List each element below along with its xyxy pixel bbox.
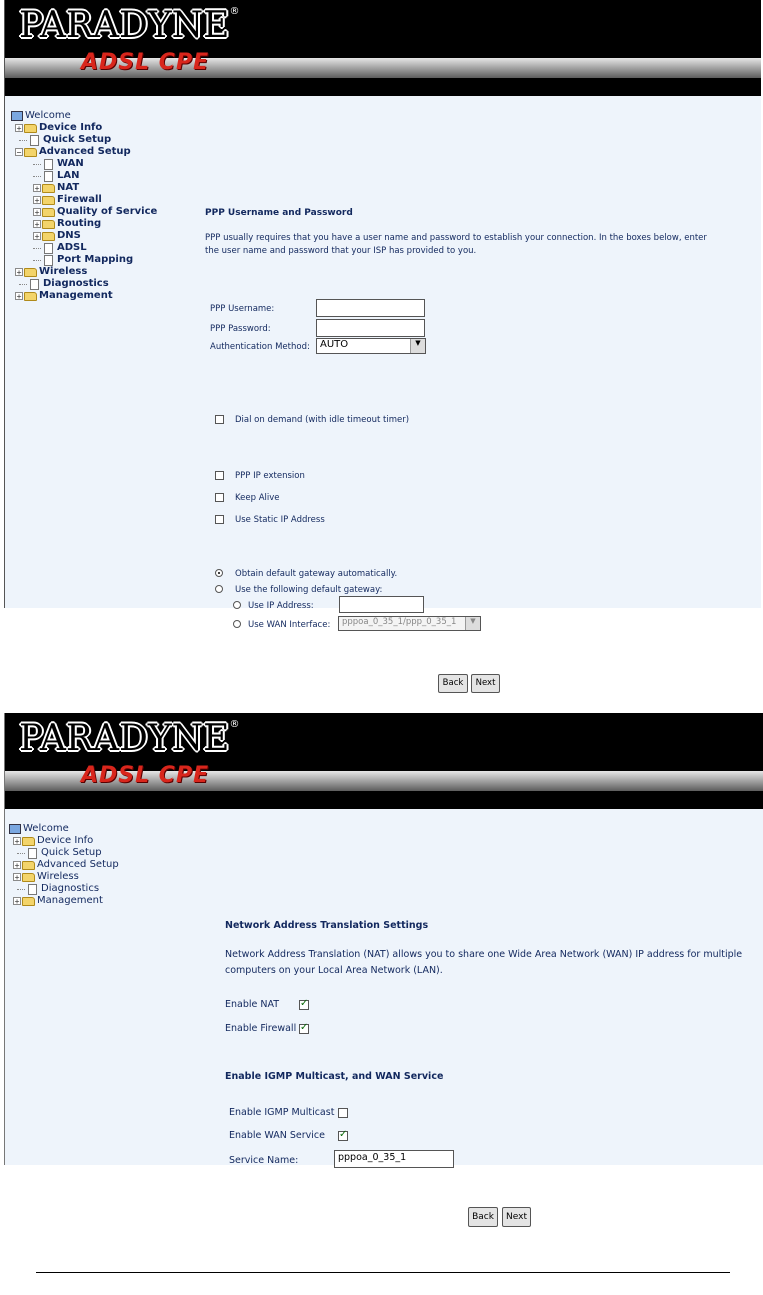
product-name: ADSL CPE (81, 763, 210, 788)
use-wan-label: Use WAN Interface: (248, 620, 331, 630)
pc-icon (11, 111, 23, 121)
tree-item-advanced-setup[interactable] (9, 859, 119, 871)
wan-interface-select[interactable] (338, 616, 481, 631)
folder-icon (22, 873, 35, 882)
password-label: PPP Password: (210, 324, 271, 334)
expand-icon[interactable]: + (34, 232, 40, 241)
nav-tree (11, 110, 157, 302)
tree-connector (33, 170, 41, 177)
next-button[interactable]: Next (471, 674, 500, 693)
folder-icon (42, 196, 55, 205)
expand-icon[interactable]: + (14, 861, 20, 870)
tree-item-management[interactable] (9, 895, 119, 907)
tree-item-firewall[interactable] (11, 194, 157, 206)
igmp-wan-title: Enable IGMP Multicast, and WAN Service (225, 1071, 444, 1082)
product-name: ADSL CPE (81, 50, 210, 75)
expand-icon[interactable]: + (14, 897, 20, 906)
doc-icon (28, 848, 37, 859)
tree-item-wireless[interactable] (9, 871, 119, 883)
doc-icon (28, 884, 37, 895)
static-ip-checkbox[interactable] (215, 515, 224, 524)
tree-label: Advanced Setup (39, 146, 131, 157)
static-ip-label: Use Static IP Address (235, 515, 325, 525)
expand-icon[interactable]: + (34, 220, 40, 229)
tree-item-device-info[interactable] (9, 835, 119, 847)
tree-item-wan[interactable] (11, 158, 157, 170)
tree-connector (33, 254, 41, 261)
pc-icon (9, 824, 21, 834)
folder-icon (24, 268, 37, 277)
doc-icon (30, 279, 39, 290)
username-label: PPP Username: (210, 304, 275, 314)
page-title: PPP Username and Password (205, 208, 353, 218)
tree-item-advanced-setup[interactable] (11, 146, 157, 158)
collapse-icon[interactable]: − (16, 148, 22, 157)
folder-icon (42, 184, 55, 193)
tree-connector (19, 278, 27, 285)
nav-tree (9, 823, 119, 907)
tree-label: Firewall (57, 194, 102, 205)
next-button[interactable]: Next (502, 1207, 531, 1227)
tree-label: Port Mapping (57, 254, 134, 265)
expand-icon[interactable]: + (34, 208, 40, 217)
tree-item-diagnostics[interactable] (11, 278, 157, 290)
back-button[interactable]: Back (468, 1207, 498, 1227)
tree-item-quick-setup[interactable] (9, 847, 119, 859)
tree-label: Welcome (25, 110, 71, 121)
tree-item-wireless[interactable] (11, 266, 157, 278)
tree-label: Quality of Service (57, 206, 158, 217)
tree-item-adsl[interactable] (11, 242, 157, 254)
tree-item-diagnostics[interactable] (9, 883, 119, 895)
tree-item-welcome[interactable] (11, 110, 157, 122)
ppp-settings-screenshot (4, 0, 761, 688)
folder-icon (42, 208, 55, 217)
folder-icon (22, 897, 35, 906)
enable-nat-checkbox[interactable] (299, 1000, 309, 1010)
expand-icon[interactable]: + (14, 873, 20, 882)
gateway-manual-label: Use the following default gateway: (235, 585, 383, 595)
tree-item-lan[interactable] (11, 170, 157, 182)
auth-method-value: AUTO (320, 339, 349, 350)
nat-settings-screenshot (4, 713, 763, 1222)
header-banner (5, 0, 761, 96)
logo-text: PARADYNE (19, 718, 230, 759)
registered-mark: ® (229, 6, 240, 17)
doc-icon (44, 243, 53, 254)
tree-item-welcome[interactable] (9, 823, 119, 835)
tree-item-nat[interactable] (11, 182, 157, 194)
tree-item-quick-setup[interactable] (11, 134, 157, 146)
use-ip-label: Use IP Address: (248, 601, 314, 611)
doc-icon (44, 171, 53, 182)
service-name-label: Service Name: (229, 1155, 299, 1166)
auth-method-label: Authentication Method: (210, 342, 310, 352)
chevron-down-icon: ▼ (465, 617, 480, 630)
expand-icon[interactable]: + (34, 184, 40, 193)
enable-firewall-label: Enable Firewall (225, 1023, 297, 1034)
tree-label: Quick Setup (41, 847, 102, 858)
chevron-down-icon: ▼ (410, 339, 425, 353)
expand-icon[interactable]: + (34, 196, 40, 205)
intro-line-2: the user name and password that your ISP has provided to you. (205, 246, 477, 256)
folder-icon (42, 232, 55, 241)
tree-label: Welcome (23, 823, 69, 834)
paradyne-logo (19, 717, 240, 769)
intro-text (205, 232, 755, 258)
doc-icon (44, 159, 53, 170)
doc-icon (44, 255, 53, 266)
tree-label: LAN (57, 170, 80, 181)
tree-connector (19, 134, 27, 141)
registered-mark: ® (229, 719, 240, 730)
folder-icon (24, 148, 37, 157)
tree-item-port-mapping[interactable] (11, 254, 157, 266)
expand-icon[interactable]: + (16, 268, 22, 277)
tree-label: ADSL (57, 242, 87, 253)
wan-interface-value: pppoa_0_35_1/ppp_0_35_1 (342, 617, 457, 627)
enable-igmp-label: Enable IGMP Multicast (229, 1107, 335, 1118)
tree-label: Quick Setup (43, 134, 112, 145)
keep-alive-checkbox[interactable] (215, 493, 224, 502)
expand-icon[interactable]: + (16, 292, 22, 301)
ppp-ip-extension-checkbox[interactable] (215, 471, 224, 480)
folder-icon (24, 124, 37, 133)
tree-label: Wireless (39, 266, 88, 277)
doc-icon (30, 135, 39, 146)
dial-on-demand-checkbox[interactable] (215, 415, 224, 424)
ppp-ip-extension-label: PPP IP extension (235, 471, 305, 481)
tree-connector (17, 883, 25, 890)
tree-label: NAT (57, 182, 80, 193)
tree-label: Diagnostics (41, 883, 100, 894)
tree-item-management[interactable] (11, 290, 157, 302)
folder-icon (42, 220, 55, 229)
enable-wan-checkbox[interactable] (338, 1131, 348, 1141)
tree-label: Management (39, 290, 113, 301)
gateway-auto-radio[interactable] (215, 569, 223, 577)
enable-nat-label: Enable NAT (225, 999, 280, 1010)
tree-label: Diagnostics (43, 278, 109, 289)
tree-item-device-info[interactable] (11, 122, 157, 134)
enable-firewall-checkbox[interactable] (299, 1024, 309, 1034)
username-input[interactable] (316, 299, 425, 317)
page-title: Network Address Translation Settings (225, 920, 429, 931)
tree-label: Wireless (37, 871, 79, 882)
tree-label: Routing (57, 218, 102, 229)
use-ip-radio[interactable] (233, 601, 241, 609)
folder-icon (22, 837, 35, 846)
page-footer-rule (36, 1272, 730, 1273)
enable-igmp-checkbox[interactable] (338, 1108, 348, 1118)
tree-label: Device Info (39, 122, 103, 133)
intro-line-2: computers on your Local Area Network (LAN). (225, 965, 443, 976)
keep-alive-label: Keep Alive (235, 493, 280, 503)
tree-connector (17, 847, 25, 854)
tree-label: Advanced Setup (37, 859, 119, 870)
tree-item-qos[interactable] (11, 206, 157, 218)
use-wan-radio[interactable] (233, 620, 241, 628)
password-input[interactable] (316, 319, 425, 337)
tree-item-routing[interactable] (11, 218, 157, 230)
intro-line-1: PPP usually requires that you have a user name and password to establish your connection. In the boxes below, enter (205, 233, 707, 243)
header-banner (5, 713, 763, 809)
folder-icon (22, 861, 35, 870)
auth-method-select[interactable] (316, 338, 426, 354)
tree-label: Device Info (37, 835, 94, 846)
folder-icon (24, 292, 37, 301)
gateway-ip-input[interactable] (339, 596, 424, 613)
enable-wan-label: Enable WAN Service (229, 1130, 325, 1141)
tree-label: DNS (57, 230, 81, 241)
tree-item-dns[interactable] (11, 230, 157, 242)
tree-connector (33, 242, 41, 249)
tree-label: WAN (57, 158, 84, 169)
dial-on-demand-label: Dial on demand (with idle timeout timer) (235, 415, 410, 425)
expand-icon[interactable]: + (16, 124, 22, 133)
tree-connector (33, 158, 41, 165)
intro-line-1: Network Address Translation (NAT) allows you to share one Wide Area Network (WAN) IP address for multiple (225, 949, 743, 960)
service-name-input[interactable]: pppoa_0_35_1 (334, 1150, 454, 1168)
gateway-auto-label: Obtain default gateway automatically. (235, 569, 398, 579)
intro-text (225, 947, 755, 979)
tree-label: Management (37, 895, 103, 906)
paradyne-logo (19, 4, 240, 56)
back-button[interactable]: Back (438, 674, 468, 693)
expand-icon[interactable]: + (14, 837, 20, 846)
gateway-manual-radio[interactable] (215, 585, 223, 593)
logo-text: PARADYNE (19, 5, 230, 46)
